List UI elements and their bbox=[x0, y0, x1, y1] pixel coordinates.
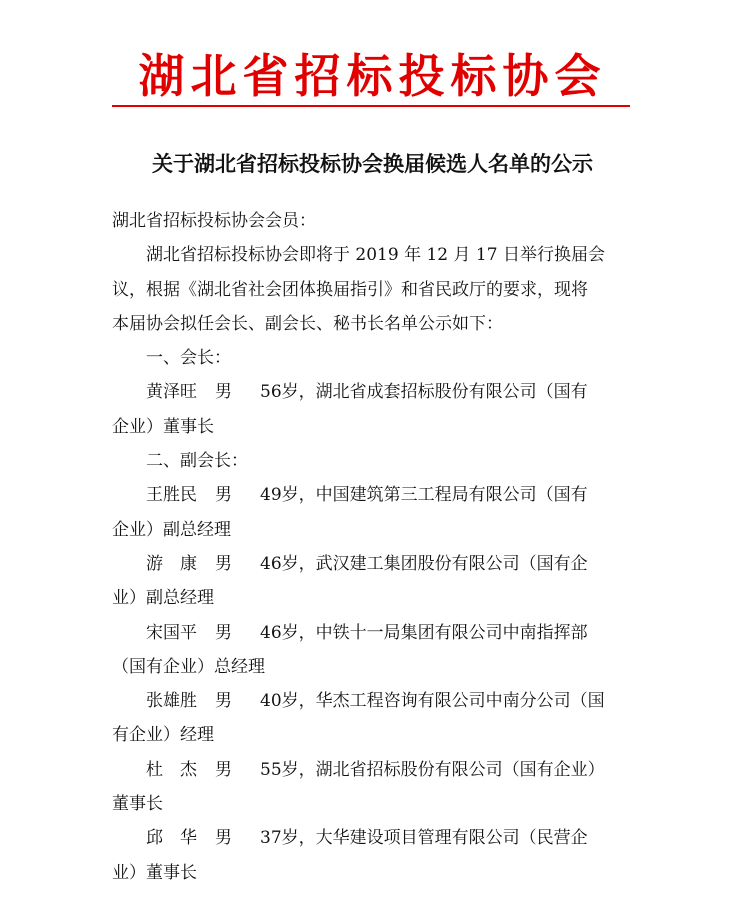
candidate-organization: 湖北省成套招标股份有限公司（国有 bbox=[315, 382, 588, 403]
candidate-gender: 男 bbox=[215, 691, 232, 712]
candidate-organization: 华杰工程咨询有限公司中南分公司（国 bbox=[315, 691, 605, 712]
candidate-gender: 男 bbox=[215, 382, 232, 403]
section-heading-vice-president: 二、副会长： bbox=[146, 451, 248, 472]
document-title: 关于湖北省招标投标协会换届候选人名单的公示 bbox=[152, 151, 593, 176]
section-heading-president: 一、会长： bbox=[146, 348, 231, 369]
intro-line: 议，根据《湖北省社会团体换届指引》和省民政厅的要求，现将 bbox=[112, 279, 588, 300]
candidate-name: 黄泽旺 bbox=[146, 382, 197, 403]
candidate-age: 55岁， bbox=[260, 759, 316, 780]
candidate-organization: 中国建筑第三工程局有限公司（国有 bbox=[315, 485, 588, 506]
candidate-age: 40岁， bbox=[260, 691, 316, 712]
candidate-position: 企业）董事长 bbox=[112, 416, 214, 437]
candidate-age: 46岁， bbox=[260, 553, 316, 574]
intro-line: 本届协会拟任会长、副会长、秘书长名单公示如下： bbox=[112, 313, 503, 334]
candidate-position: 业）董事长 bbox=[112, 862, 197, 883]
candidate-position: 有企业）经理 bbox=[112, 725, 214, 746]
red-header-rule bbox=[112, 105, 630, 107]
candidate-name: 邱 华 bbox=[146, 828, 197, 849]
candidate-name: 王胜民 bbox=[146, 485, 197, 506]
candidate-name: 宋国平 bbox=[146, 622, 197, 643]
intro-line: 湖北省招标投标协会即将于 2019 年 12 月 17 日举行换届会 bbox=[146, 245, 605, 266]
candidate-age: 46岁， bbox=[260, 622, 316, 643]
candidate-position: 董事长 bbox=[112, 794, 163, 815]
document-body bbox=[112, 204, 630, 890]
candidate-gender: 男 bbox=[215, 759, 232, 780]
candidate-organization: 湖北省招标股份有限公司（国有企业） bbox=[315, 759, 605, 780]
candidate-organization: 中铁十一局集团有限公司中南指挥部 bbox=[315, 622, 588, 643]
candidate-organization: 武汉建工集团股份有限公司（国有企 bbox=[315, 553, 588, 574]
candidate-line bbox=[112, 375, 630, 409]
candidate-gender: 男 bbox=[215, 553, 232, 574]
candidate-gender: 男 bbox=[215, 828, 232, 849]
candidate-line bbox=[112, 547, 630, 581]
candidate-name: 杜 杰 bbox=[146, 759, 197, 780]
candidate-gender: 男 bbox=[215, 622, 232, 643]
candidate-age: 37岁， bbox=[260, 828, 316, 849]
candidate-line bbox=[112, 684, 630, 718]
candidate-position: 企业）副总经理 bbox=[112, 519, 231, 540]
candidate-position: （国有企业）总经理 bbox=[112, 656, 265, 677]
candidate-age: 49岁， bbox=[260, 485, 316, 506]
candidate-gender: 男 bbox=[215, 485, 232, 506]
candidate-organization: 大华建设项目管理有限公司（民营企 bbox=[315, 828, 588, 849]
candidate-name: 游 康 bbox=[146, 553, 197, 574]
candidate-line bbox=[112, 753, 630, 787]
organization-header: 湖北省招标投标协会 bbox=[138, 49, 607, 103]
candidate-name: 张雄胜 bbox=[146, 691, 197, 712]
salutation: 湖北省招标投标协会会员： bbox=[112, 211, 316, 231]
candidate-line bbox=[112, 616, 630, 650]
candidate-line bbox=[112, 821, 630, 855]
candidate-age: 56岁， bbox=[260, 382, 316, 403]
candidate-position: 业）副总经理 bbox=[112, 588, 214, 609]
candidate-line bbox=[112, 478, 630, 512]
